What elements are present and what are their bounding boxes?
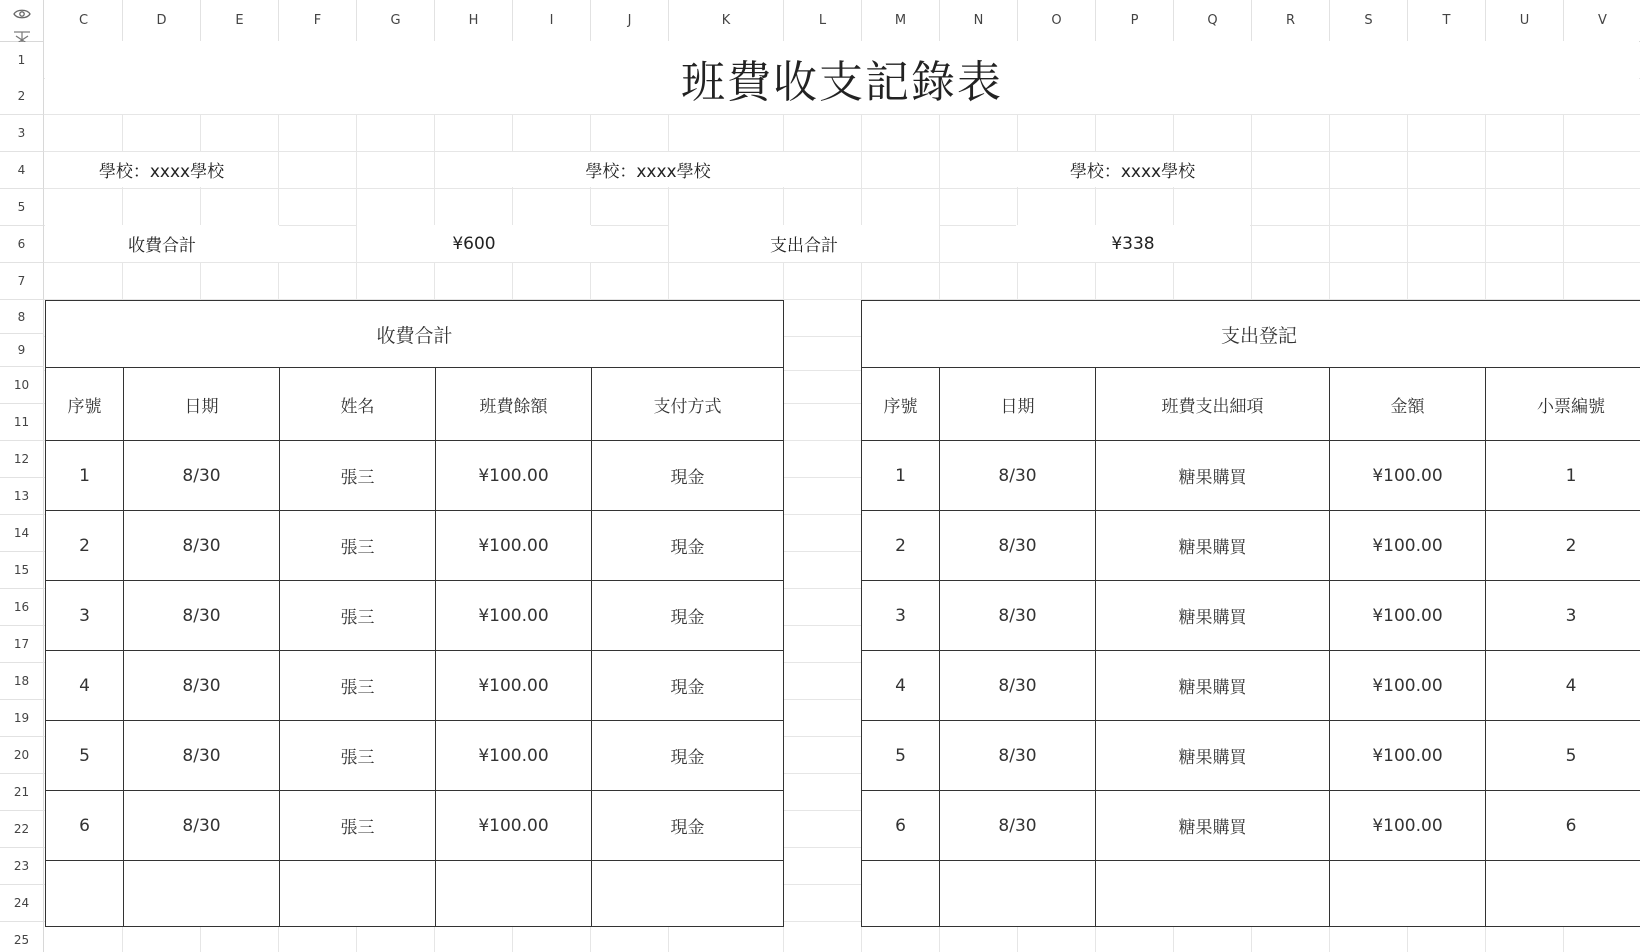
- income-cell[interactable]: ¥100.00: [436, 441, 592, 511]
- column-header-H[interactable]: H: [435, 0, 513, 42]
- income-cell[interactable]: ¥100.00: [436, 651, 592, 721]
- expense-total-label[interactable]: 支出合計: [669, 225, 939, 262]
- income-header-row: [46, 368, 784, 441]
- income-row: [46, 511, 784, 581]
- expense-table: [861, 300, 1640, 927]
- income-cell[interactable]: ¥100.00: [436, 721, 592, 791]
- expense-cell[interactable]: 8/30: [940, 651, 1096, 721]
- income-cell[interactable]: 8/30: [124, 581, 280, 651]
- column-header-T[interactable]: T: [1408, 0, 1486, 42]
- income-cell[interactable]: ¥100.00: [436, 791, 592, 861]
- row-header-17[interactable]: 17: [0, 626, 44, 663]
- income-row: [46, 721, 784, 791]
- row-header-7[interactable]: 7: [0, 263, 44, 300]
- column-header-L[interactable]: L: [784, 0, 862, 42]
- row-header-16[interactable]: 16: [0, 589, 44, 626]
- gridline-horizontal: [44, 151, 1640, 152]
- expense-header-cell[interactable]: 小票編號: [1486, 368, 1640, 441]
- column-header-R[interactable]: R: [1252, 0, 1330, 42]
- expense-cell[interactable]: ¥100.00: [1330, 581, 1486, 651]
- income-cell[interactable]: 張三: [280, 581, 436, 651]
- expense-header-cell[interactable]: 日期: [940, 368, 1096, 441]
- income-cell[interactable]: 現金: [592, 581, 784, 651]
- row-header-14[interactable]: 14: [0, 515, 44, 552]
- expense-cell[interactable]: 3: [862, 581, 940, 651]
- column-header-E[interactable]: E: [201, 0, 279, 42]
- expense-cell[interactable]: ¥100.00: [1330, 791, 1486, 861]
- expense-cell[interactable]: 1: [1486, 441, 1640, 511]
- eye-icon[interactable]: [13, 8, 31, 20]
- income-cell[interactable]: 張三: [280, 721, 436, 791]
- column-header-O[interactable]: O: [1018, 0, 1096, 42]
- column-header-J[interactable]: J: [591, 0, 669, 42]
- school-info-2[interactable]: 學校：xxxx學校: [512, 152, 784, 187]
- income-cell[interactable]: 現金: [592, 441, 784, 511]
- income-cell[interactable]: 現金: [592, 651, 784, 721]
- row-header-15[interactable]: 15: [0, 552, 44, 589]
- column-header-F[interactable]: F: [279, 0, 357, 42]
- row-header-24[interactable]: 24: [0, 885, 44, 922]
- expense-cell[interactable]: 8/30: [940, 441, 1096, 511]
- income-row: [46, 791, 784, 861]
- expense-header-cell[interactable]: 金額: [1330, 368, 1486, 441]
- expense-row: [862, 581, 1640, 651]
- expense-row: [862, 861, 1640, 927]
- expense-cell[interactable]: 8/30: [940, 581, 1096, 651]
- expense-cell[interactable]: 2: [1486, 511, 1640, 581]
- row-header-22[interactable]: 22: [0, 811, 44, 848]
- expense-cell[interactable]: 糖果購買: [1096, 721, 1330, 791]
- expense-cell[interactable]: [940, 861, 1096, 927]
- income-total-label[interactable]: 收費合計: [45, 225, 279, 262]
- income-row: [46, 441, 784, 511]
- expense-row: [862, 721, 1640, 791]
- expense-cell[interactable]: [862, 861, 940, 927]
- expense-cell[interactable]: ¥100.00: [1330, 511, 1486, 581]
- income-header-cell[interactable]: 日期: [124, 368, 280, 441]
- income-cell[interactable]: 張三: [280, 791, 436, 861]
- income-row: [46, 861, 784, 927]
- income-cell[interactable]: [592, 861, 784, 927]
- expense-cell[interactable]: 8/30: [940, 791, 1096, 861]
- expense-cell[interactable]: [1096, 861, 1330, 927]
- expense-table-caption[interactable]: 支出登記: [862, 301, 1640, 368]
- income-header-cell[interactable]: 序號: [46, 368, 124, 441]
- expense-cell[interactable]: 糖果購買: [1096, 651, 1330, 721]
- expense-cell[interactable]: 5: [862, 721, 940, 791]
- row-header-20[interactable]: 20: [0, 737, 44, 774]
- income-cell[interactable]: 1: [46, 441, 124, 511]
- row-header-5[interactable]: 5: [0, 189, 44, 226]
- income-total-value[interactable]: ¥600: [357, 225, 591, 262]
- expense-cell[interactable]: 8/30: [940, 511, 1096, 581]
- column-header-N[interactable]: N: [940, 0, 1018, 42]
- expense-cell[interactable]: 糖果購買: [1096, 791, 1330, 861]
- income-cell[interactable]: [46, 861, 124, 927]
- expense-cell[interactable]: ¥100.00: [1330, 441, 1486, 511]
- row-header-13[interactable]: 13: [0, 478, 44, 515]
- income-header-cell[interactable]: 姓名: [280, 368, 436, 441]
- column-header-S[interactable]: S: [1330, 0, 1408, 42]
- gridline-horizontal: [44, 262, 1640, 263]
- income-header-cell[interactable]: 班費餘額: [436, 368, 592, 441]
- income-table: [45, 300, 784, 927]
- income-table-caption[interactable]: 收費合計: [46, 301, 784, 368]
- gridline-horizontal: [44, 188, 1640, 189]
- expense-total-value[interactable]: ¥338: [1016, 225, 1250, 262]
- row-header-25[interactable]: 25: [0, 922, 44, 952]
- expense-cell[interactable]: ¥100.00: [1330, 721, 1486, 791]
- row-header-21[interactable]: 21: [0, 774, 44, 811]
- sheet-title[interactable]: 班費收支記錄表: [45, 41, 1639, 114]
- row-header-9[interactable]: 9: [0, 334, 44, 367]
- income-cell[interactable]: 現金: [592, 791, 784, 861]
- income-cell[interactable]: 張三: [280, 651, 436, 721]
- income-cell[interactable]: ¥100.00: [436, 581, 592, 651]
- expense-cell[interactable]: 5: [1486, 721, 1640, 791]
- expense-cell[interactable]: 4: [862, 651, 940, 721]
- row-header-11[interactable]: 11: [0, 404, 44, 441]
- income-cell[interactable]: 4: [46, 651, 124, 721]
- income-row: [46, 581, 784, 651]
- expense-row: [862, 651, 1640, 721]
- income-cell[interactable]: ¥100.00: [436, 511, 592, 581]
- income-cell[interactable]: 8/30: [124, 791, 280, 861]
- expense-cell[interactable]: 6: [1486, 791, 1640, 861]
- income-cell[interactable]: 8/30: [124, 511, 280, 581]
- income-cell[interactable]: 6: [46, 791, 124, 861]
- expense-header-cell[interactable]: 序號: [862, 368, 940, 441]
- income-cell[interactable]: 5: [46, 721, 124, 791]
- row-header-12[interactable]: 12: [0, 441, 44, 478]
- expense-cell[interactable]: 8/30: [940, 721, 1096, 791]
- income-cell[interactable]: 現金: [592, 511, 784, 581]
- row-header-4[interactable]: 4: [0, 152, 44, 189]
- income-cell[interactable]: 8/30: [124, 441, 280, 511]
- income-cell[interactable]: 8/30: [124, 721, 280, 791]
- column-header-C[interactable]: C: [45, 0, 123, 42]
- school-info-3[interactable]: 學校：xxxx學校: [1016, 152, 1249, 187]
- expense-cell[interactable]: ¥100.00: [1330, 651, 1486, 721]
- column-header-M[interactable]: M: [862, 0, 940, 42]
- row-header-6[interactable]: 6: [0, 226, 44, 263]
- row-header-3[interactable]: 3: [0, 115, 44, 152]
- income-cell[interactable]: 張三: [280, 441, 436, 511]
- expense-cell[interactable]: 糖果購買: [1096, 511, 1330, 581]
- row-header-19[interactable]: 19: [0, 700, 44, 737]
- column-header-U[interactable]: U: [1486, 0, 1564, 42]
- income-cell[interactable]: [280, 861, 436, 927]
- expense-header-cell[interactable]: 班費支出細項: [1096, 368, 1330, 441]
- select-all-corner[interactable]: [0, 0, 44, 42]
- expense-cell[interactable]: 4: [1486, 651, 1640, 721]
- expense-cell[interactable]: [1330, 861, 1486, 927]
- column-header-P[interactable]: P: [1096, 0, 1174, 42]
- expense-cell[interactable]: 糖果購買: [1096, 441, 1330, 511]
- expense-cell[interactable]: [1486, 861, 1640, 927]
- row-header-2[interactable]: 2: [0, 78, 44, 115]
- income-cell[interactable]: 現金: [592, 721, 784, 791]
- expense-row: [862, 791, 1640, 861]
- expense-row: [862, 511, 1640, 581]
- column-header-I[interactable]: I: [513, 0, 591, 42]
- expense-cell[interactable]: 2: [862, 511, 940, 581]
- income-cell[interactable]: [436, 861, 592, 927]
- expense-cell[interactable]: 3: [1486, 581, 1640, 651]
- income-cell[interactable]: 張三: [280, 511, 436, 581]
- row-header-8[interactable]: 8: [0, 300, 44, 334]
- income-cell[interactable]: 8/30: [124, 651, 280, 721]
- expense-header-row: [862, 368, 1640, 441]
- expense-cell[interactable]: 1: [862, 441, 940, 511]
- row-header-18[interactable]: 18: [0, 663, 44, 700]
- column-header-Q[interactable]: Q: [1174, 0, 1252, 42]
- gridline-horizontal: [44, 114, 1640, 115]
- school-info-1[interactable]: 學校：xxxx學校: [45, 152, 278, 187]
- column-header-D[interactable]: D: [123, 0, 201, 42]
- income-cell[interactable]: 2: [46, 511, 124, 581]
- income-cell[interactable]: 3: [46, 581, 124, 651]
- row-header-1[interactable]: 1: [0, 42, 44, 79]
- row-header-23[interactable]: 23: [0, 848, 44, 885]
- expense-cell[interactable]: 糖果購買: [1096, 581, 1330, 651]
- row-header-10[interactable]: 10: [0, 367, 44, 404]
- column-header-K[interactable]: K: [669, 0, 784, 42]
- expense-row: [862, 441, 1640, 511]
- column-header-G[interactable]: G: [357, 0, 435, 42]
- expense-cell[interactable]: 6: [862, 791, 940, 861]
- column-header-V[interactable]: V: [1564, 0, 1640, 42]
- income-cell[interactable]: [124, 861, 280, 927]
- income-row: [46, 651, 784, 721]
- income-header-cell[interactable]: 支付方式: [592, 368, 784, 441]
